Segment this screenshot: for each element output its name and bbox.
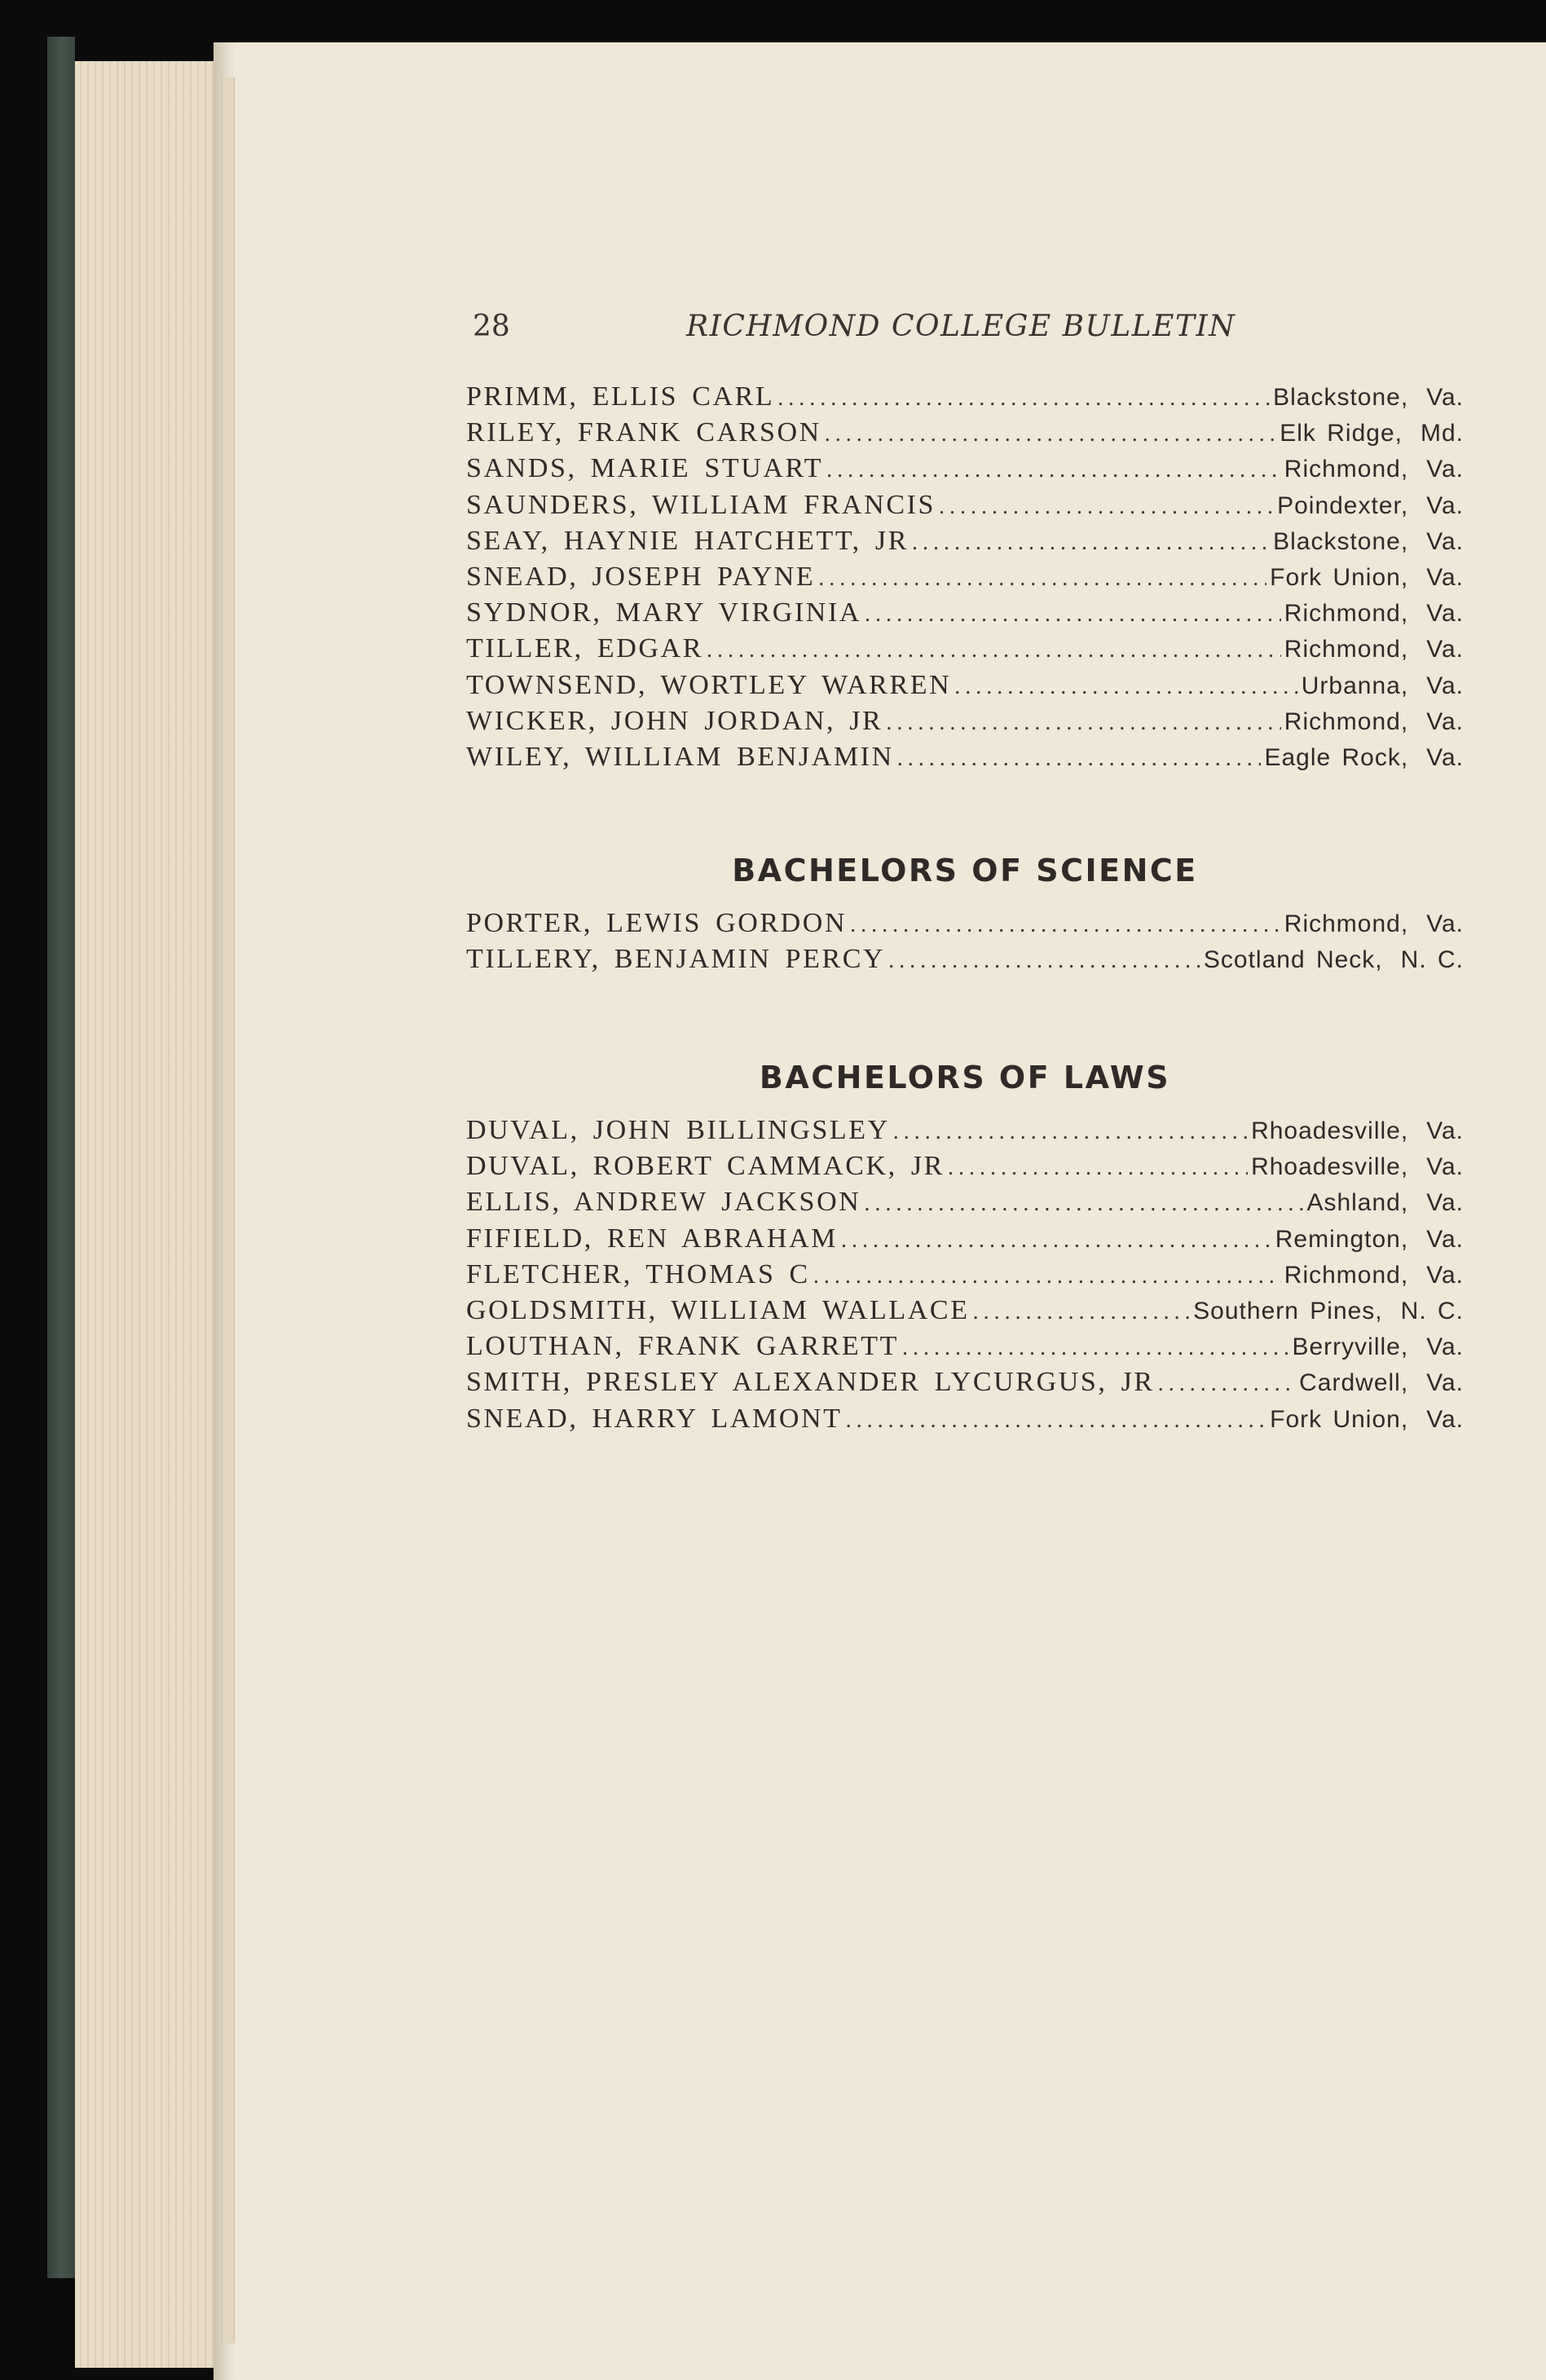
- graduate-hometown: Ashland,: [1306, 1189, 1409, 1217]
- dot-leader: [841, 1227, 1272, 1254]
- graduate-hometown: Richmond,: [1284, 910, 1409, 937]
- graduate-hometown: Poindexter,: [1277, 491, 1409, 519]
- list-item: [466, 526, 1464, 562]
- list-item: [466, 1151, 1464, 1187]
- list-item: [466, 1367, 1464, 1403]
- list-item: [466, 417, 1464, 453]
- list-item: [466, 1331, 1464, 1367]
- graduate-hometown: Scotland Neck,: [1203, 946, 1383, 974]
- graduate-hometown: Urbanna,: [1301, 672, 1409, 699]
- dot-leader: [865, 602, 1281, 628]
- dot-leader: [939, 494, 1274, 520]
- graduate-hometown: Berryville,: [1292, 1333, 1409, 1361]
- dot-leader: [826, 457, 1281, 483]
- graduate-name: PRIMM, ELLIS CARL: [466, 381, 775, 412]
- dot-leader: [777, 386, 1270, 412]
- list-item: [466, 453, 1464, 489]
- dot-leader: [813, 1263, 1281, 1289]
- graduate-name: WILEY, WILLIAM BENJAMIN: [466, 741, 894, 772]
- list-item: [466, 633, 1464, 669]
- graduate-hometown: Rhoadesville,: [1251, 1117, 1409, 1144]
- bachelors-of-laws-list: [466, 1115, 1464, 1439]
- graduate-hometown: Richmond,: [1284, 707, 1409, 735]
- dot-leader: [902, 1335, 1288, 1361]
- graduate-state: Va.: [1426, 1225, 1464, 1253]
- graduate-hometown: Richmond,: [1284, 600, 1409, 628]
- list-item: [466, 1115, 1464, 1151]
- graduate-name: ELLIS, ANDREW JACKSON: [466, 1187, 861, 1218]
- list-item: [466, 381, 1464, 417]
- graduate-name: RILEY, FRANK CARSON: [466, 417, 821, 448]
- dot-leader: [818, 566, 1266, 592]
- dot-leader: [888, 948, 1200, 974]
- dot-leader: [846, 1408, 1267, 1434]
- graduate-state: Va.: [1426, 672, 1464, 699]
- book-cover-edge: [47, 37, 75, 2278]
- graduate-hometown: Richmond,: [1284, 636, 1409, 663]
- graduate-state: Md.: [1420, 420, 1464, 447]
- graduate-name: SAUNDERS, WILLIAM FRANCIS: [466, 489, 936, 520]
- graduate-name: FLETCHER, THOMAS C: [466, 1258, 810, 1289]
- graduate-name: TOWNSEND, WORTLEY WARREN: [466, 669, 952, 700]
- graduate-name: LOUTHAN, FRANK GARRETT: [466, 1331, 900, 1362]
- list-item: [466, 908, 1464, 944]
- graduate-hometown: Blackstone,: [1273, 527, 1409, 555]
- graduate-name: FIFIELD, REN ABRAHAM: [466, 1223, 838, 1254]
- graduate-name: TILLER, EDGAR: [466, 633, 703, 664]
- list-item: [466, 1223, 1464, 1259]
- graduate-hometown: Fork Union,: [1270, 1405, 1409, 1433]
- graduate-name: SYDNOR, MARY VIRGINIA: [466, 597, 862, 628]
- list-item: [466, 1259, 1464, 1295]
- graduate-state: Va.: [1426, 910, 1464, 937]
- graduate-name: SMITH, PRESLEY ALEXANDER LYCURGUS, JR: [466, 1367, 1155, 1398]
- dot-leader: [850, 912, 1281, 938]
- page-gutter: [222, 77, 235, 2343]
- section-heading-science: BACHELORS OF SCIENCE: [732, 853, 1198, 888]
- graduate-hometown: Remington,: [1275, 1225, 1409, 1253]
- running-title: RICHMOND COLLEGE BULLETIN: [686, 310, 1236, 343]
- graduate-state: Va.: [1426, 636, 1464, 663]
- graduate-state: Va.: [1426, 600, 1464, 628]
- graduate-state: Va.: [1426, 491, 1464, 519]
- dot-leader: [948, 1155, 1248, 1181]
- dot-leader: [707, 637, 1281, 663]
- graduate-state: Va.: [1426, 1369, 1464, 1397]
- graduate-hometown: Southern Pines,: [1193, 1297, 1383, 1324]
- graduate-state: Va.: [1426, 1333, 1464, 1361]
- dot-leader: [864, 1191, 1303, 1217]
- graduate-state: Va.: [1426, 707, 1464, 735]
- dot-leader: [1158, 1371, 1296, 1397]
- graduate-state: N. C.: [1400, 1297, 1464, 1324]
- list-item: [466, 670, 1464, 706]
- graduate-name: PORTER, LEWIS GORDON: [466, 908, 848, 938]
- bachelors-of-science-list: [466, 908, 1464, 980]
- graduate-state: Va.: [1426, 1405, 1464, 1433]
- list-item: [466, 562, 1464, 597]
- running-head: [473, 310, 1467, 350]
- list-item: [466, 1404, 1464, 1439]
- graduate-name: SNEAD, HARRY LAMONT: [466, 1403, 843, 1434]
- graduate-state: Va.: [1426, 1261, 1464, 1289]
- section-heading-laws: BACHELORS OF LAWS: [759, 1060, 1171, 1095]
- dot-leader: [886, 710, 1280, 736]
- graduate-list-continued: [466, 381, 1464, 778]
- list-item: [466, 944, 1464, 980]
- graduate-hometown: Eagle Rock,: [1264, 743, 1409, 771]
- page-number: 28: [473, 310, 510, 343]
- list-item: [466, 597, 1464, 633]
- graduate-state: Va.: [1426, 384, 1464, 411]
- graduate-state: Va.: [1426, 1189, 1464, 1217]
- graduate-state: Va.: [1426, 1117, 1464, 1144]
- graduate-state: Va.: [1426, 456, 1464, 483]
- graduate-name: SEAY, HAYNIE HATCHETT, JR: [466, 525, 909, 556]
- list-item: [466, 490, 1464, 526]
- graduate-state: Va.: [1426, 1153, 1464, 1181]
- graduate-name: WICKER, JOHN JORDAN, JR: [466, 705, 883, 736]
- dot-leader: [897, 746, 1262, 772]
- graduate-hometown: Blackstone,: [1273, 384, 1409, 411]
- graduate-hometown: Cardwell,: [1299, 1369, 1409, 1397]
- graduate-name: TILLERY, BENJAMIN PERCY: [466, 944, 886, 975]
- graduate-state: Va.: [1426, 743, 1464, 771]
- graduate-name: SANDS, MARIE STUART: [466, 453, 824, 484]
- list-item: [466, 706, 1464, 742]
- graduate-state: Va.: [1426, 563, 1464, 591]
- dot-leader: [825, 421, 1276, 447]
- list-item: [466, 1187, 1464, 1223]
- graduate-state: Va.: [1426, 527, 1464, 555]
- graduate-hometown: Rhoadesville,: [1251, 1153, 1409, 1181]
- graduate-hometown: Richmond,: [1284, 1261, 1409, 1289]
- page-edges: [75, 61, 230, 2368]
- dot-leader: [912, 530, 1270, 556]
- dot-leader: [893, 1119, 1248, 1145]
- graduate-name: SNEAD, JOSEPH PAYNE: [466, 561, 816, 592]
- graduate-name: DUVAL, JOHN BILLINGSLEY: [466, 1115, 890, 1145]
- graduate-hometown: Elk Ridge,: [1280, 420, 1403, 447]
- list-item: [466, 742, 1464, 778]
- graduate-name: DUVAL, ROBERT CAMMACK, JR: [466, 1151, 945, 1182]
- dot-leader: [973, 1299, 1191, 1325]
- graduate-name: GOLDSMITH, WILLIAM WALLACE: [466, 1294, 970, 1325]
- graduate-hometown: Richmond,: [1284, 456, 1409, 483]
- dot-leader: [954, 674, 1298, 700]
- list-item: [466, 1295, 1464, 1331]
- graduate-state: N. C.: [1400, 946, 1464, 974]
- graduate-hometown: Fork Union,: [1270, 563, 1409, 591]
